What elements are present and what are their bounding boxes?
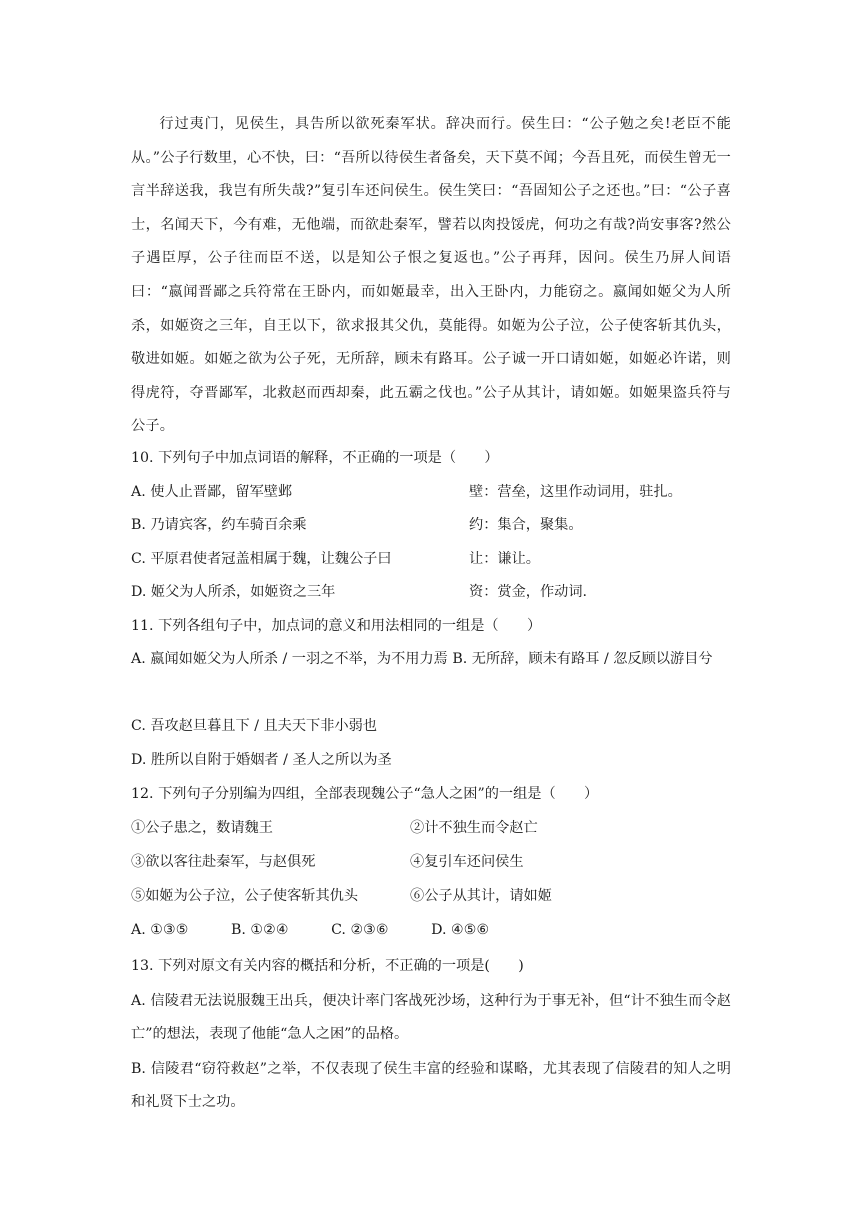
q12-choice-a: A. ①③⑤ <box>131 922 189 938</box>
q11-option-ab: A. 嬴闻如姬父为人所杀 / 一羽之不举，为不用力焉 B. 无所辞，顾未有路耳 / 忽反顾以游目兮 <box>131 651 713 667</box>
q12-choice-c: C. ②③⑥ <box>331 922 389 938</box>
q10-option-c <box>131 543 751 576</box>
q13-option-b: B. 信陵君“窃符救赵”之举，不仅表现了侯生丰富的经验和谋略，尤其表现了信陵君的知人之明和礼贤下士之功。 <box>131 1061 731 1110</box>
q12-item-row <box>131 812 751 845</box>
q12-stem: 12. 下列句子分别编为四组，全部表现魏公子“急人之困”的一组是（ ） <box>131 786 599 802</box>
q13-stem: 13. 下列对原文有关内容的概括和分析，不正确的一项是( ) <box>131 958 524 974</box>
q12-choice-b: B. ①②④ <box>230 922 289 938</box>
q10-option-a-text: A. 使人止晋鄙，留军壁邺 <box>131 484 293 500</box>
q10-option-a <box>131 476 751 509</box>
q12-item-4: ④复引车还问侯生 <box>410 854 524 870</box>
q10-stem: 10. 下列句子中加点词语的解释，不正确的一项是（ ） <box>131 450 499 466</box>
q12-item-row <box>131 846 751 879</box>
q12-item-6: ⑥公子从其计，请如姬 <box>410 888 552 904</box>
q12-choice-d: D. ④⑤⑥ <box>431 922 490 938</box>
q12-item-row <box>131 880 751 913</box>
q10-option-d-text: D. 姬父为人所杀，如姬资之三年 <box>131 584 336 600</box>
q12-item-3: ③欲以客往赴秦军，与赵俱死 <box>131 854 316 870</box>
q10-option-a-note: 壁：营垒，这里作动词用，驻扎。 <box>469 484 682 500</box>
q10-option-b-note: 约：集合，聚集。 <box>469 517 583 533</box>
q12-choices <box>131 914 751 947</box>
classical-passage <box>131 108 731 444</box>
passage-paragraph: 行过夷门，见侯生，具告所以欲死秦军状。辞决而行。侯生曰：“公子勉之矣!老臣不能从。”公子行数里，心不快，曰：“吾所以待侯生者备矣，天下莫不闻；今吾且死，而侯生曾无一言半辞送我，我岂有所失哉?”复引车还问侯生。侯生笑曰：“吾固知公子之还也。”曰：“公子喜士，名闻天下，今有难，无他端，而欲赴秦军，譬若以肉投馁虎，何功之有哉?尚安事客?然公子遇臣厚，公子往而臣不送，以是知公子恨之复返也。”公子再拜，因问。侯生乃屏人间语曰：“嬴闻晋鄙之兵符常在王卧内，而如姬最幸，出入王卧内，力能窃之。嬴闻如姬父为人所杀，如姬资之三年，自王以下，欲求报其父仇，莫能得。如姬为公子泣，公子使客斩其仇头，敬进如姬。如姬之欲为公子死，无所辞，顾未有路耳。公子诚一开口请如姬，如姬必许诺，则得虎符，夺晋鄙军，北救赵而西却秦，此五霸之伐也。”公子从其计，请如姬。如姬果盗兵符与公子。 <box>131 116 731 435</box>
q10-option-c-note: 让：谦让。 <box>469 551 540 567</box>
q12-item-5: ⑤如姬为公子泣，公子使客斩其仇头 <box>131 888 359 904</box>
q10-option-b-text: B. 乃请宾客，约车骑百余乘 <box>131 517 307 533</box>
q10-option-c-text: C. 平原君使者冠盖相属于魏，让魏公子曰 <box>131 551 392 567</box>
q11-option-d: D. 胜所以自附于婚姻者 / 圣人之所以为圣 <box>131 752 392 768</box>
q10-option-b <box>131 509 751 542</box>
q13-option-a: A. 信陵君无法说服魏王出兵，便决计率门客战死沙场，这种行为于事无补，但“计不独生而令赵亡”的想法，表现了他能“急人之困”的品格。 <box>131 993 731 1042</box>
q12-item-2: ②计不独生而令赵亡 <box>410 820 538 836</box>
q12-item-1: ①公子患之，数请魏王 <box>131 820 273 836</box>
q11-stem: 11. 下列各组句子中，加点词的意义和用法相同的一组是（ ） <box>131 618 542 634</box>
q11-option-c: C. 吾攻赵旦暮且下 / 且夫天下非小弱也 <box>131 718 377 734</box>
q10-option-d <box>131 576 751 609</box>
q10-option-d-note: 资：赏金，作动词. <box>469 584 588 600</box>
